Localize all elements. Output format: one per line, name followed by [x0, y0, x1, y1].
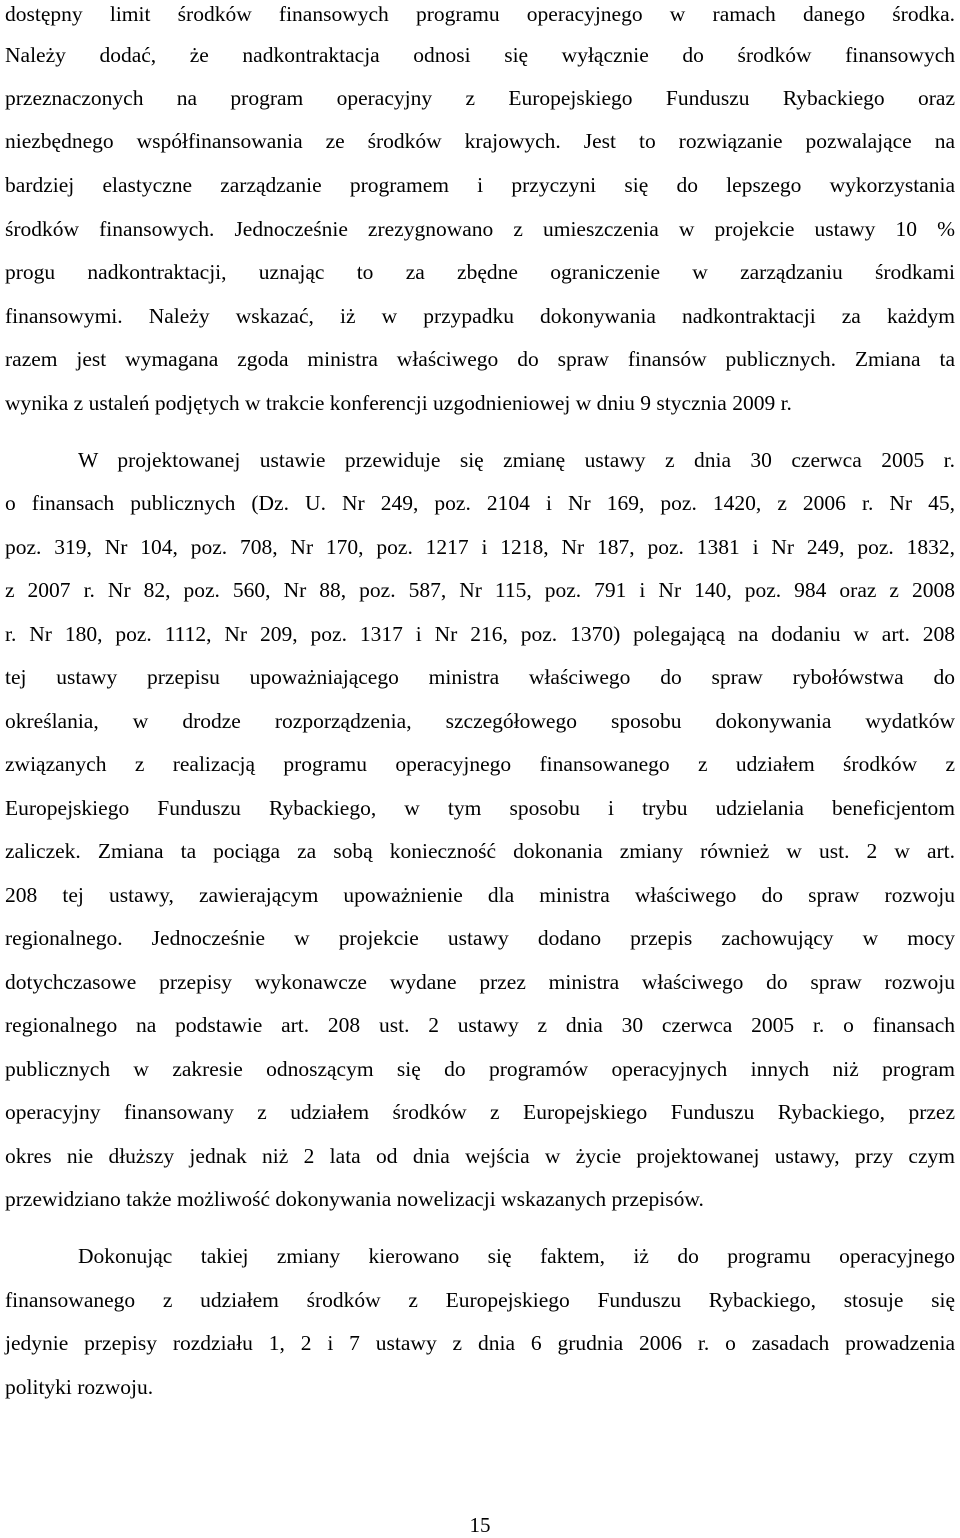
text-line: okres nie dłuższy jednak niż 2 lata od dnia wejścia w życie projektowanej ustawy, przy czym	[5, 1144, 955, 1168]
text-line: Europejskiego Funduszu Rybackiego, w tym sposobu i trybu udzielania beneficjentom	[5, 796, 955, 820]
text-line: zaliczek. Zmiana ta pociąga za sobą konieczność dokonania zmiany również w ust. 2 w art.	[5, 839, 955, 863]
text-line: o finansach publicznych (Dz. U. Nr 249, poz. 2104 i Nr 169, poz. 1420, z 2006 r. Nr 45,	[5, 491, 955, 515]
text-line: progu nadkontraktacji, uznając to za zbędne ograniczenie w zarządzaniu środkami	[5, 260, 955, 284]
text-line: finansowanego z udziałem środków z Europejskiego Funduszu Rybackiego, stosuje się	[5, 1288, 955, 1312]
text-line: bardziej elastyczne zarządzanie programem i przyczyni się do lepszego wykorzystania	[5, 173, 955, 197]
text-line: poz. 319, Nr 104, poz. 708, Nr 170, poz. 1217 i 1218, Nr 187, poz. 1381 i Nr 249, poz. 1832,	[5, 535, 955, 559]
text-line: razem jest wymagana zgoda ministra właściwego do spraw finansów publicznych. Zmiana ta	[5, 347, 955, 371]
text-line: finansowymi. Należy wskazać, iż w przypadku dokonywania nadkontraktacji za każdym	[5, 304, 955, 328]
text-line: związanych z realizacją programu operacyjnego finansowanego z udziałem środków z	[5, 752, 955, 776]
text-line: wynika z ustaleń podjętych w trakcie konferencji uzgodnieniowej w dniu 9 stycznia 2009 r.	[5, 391, 792, 415]
text-line: r. Nr 180, poz. 1112, Nr 209, poz. 1317 i Nr 216, poz. 1370) polegającą na dodaniu w art. 208	[5, 622, 955, 646]
text-line: Dokonując takiej zmiany kierowano się faktem, iż do programu operacyjnego	[78, 1244, 955, 1268]
text-line: Należy dodać, że nadkontraktacja odnosi się wyłącznie do środków finansowych	[5, 43, 955, 67]
text-line: tej ustawy przepisu upoważniającego ministra właściwego do spraw rybołówstwa do	[5, 665, 955, 689]
text-line: publicznych w zakresie odnoszącym się do programów operacyjnych innych niż program	[5, 1057, 955, 1081]
text-line: operacyjny finansowany z udziałem środków z Europejskiego Funduszu Rybackiego, przez	[5, 1100, 955, 1124]
page-number: 15	[469, 1513, 491, 1537]
text-line: dostępny limit środków finansowych programu operacyjnego w ramach danego środka.	[5, 2, 955, 26]
text-line: regionalnego. Jednocześnie w projekcie ustawy dodano przepis zachowujący w mocy	[5, 926, 955, 950]
text-line: polityki rozwoju.	[5, 1375, 154, 1399]
text-line: niezbędnego współfinansowania ze środków krajowych. Jest to rozwiązanie pozwalające na	[5, 129, 955, 153]
text-line: 208 tej ustawy, zawierającym upoważnienie dla ministra właściwego do spraw rozwoju	[5, 883, 955, 907]
text-line: dotychczasowe przepisy wykonawcze wydane przez ministra właściwego do spraw rozwoju	[5, 970, 955, 994]
text-line: regionalnego na podstawie art. 208 ust. 2 ustawy z dnia 30 czerwca 2005 r. o finansach	[5, 1013, 955, 1037]
text-line: W projektowanej ustawie przewiduje się zmianę ustawy z dnia 30 czerwca 2005 r.	[78, 448, 955, 472]
text-line: określania, w drodze rozporządzenia, szczegółowego sposobu dokonywania wydatków	[5, 709, 955, 733]
text-line: przewidziano także możliwość dokonywania nowelizacji wskazanych przepisów.	[5, 1187, 704, 1211]
text-line: środków finansowych. Jednocześnie zrezygnowano z umieszczenia w projekcie ustawy 10 %	[5, 217, 955, 241]
text-line: z 2007 r. Nr 82, poz. 560, Nr 88, poz. 587, Nr 115, poz. 791 i Nr 140, poz. 984 oraz z 2008	[5, 578, 955, 602]
text-line: jedynie przepisy rozdziału 1, 2 i 7 ustawy z dnia 6 grudnia 2006 r. o zasadach prowadzenia	[5, 1331, 955, 1355]
text-line: przeznaczonych na program operacyjny z Europejskiego Funduszu Rybackiego oraz	[5, 86, 955, 110]
